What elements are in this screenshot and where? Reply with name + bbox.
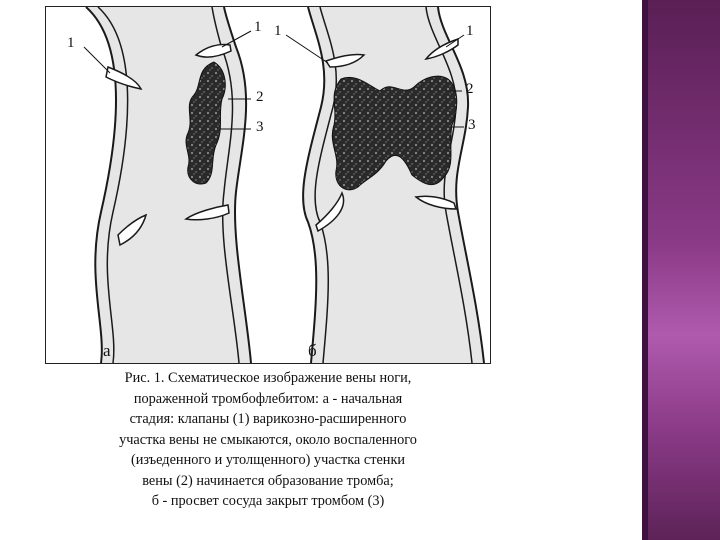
callout-a-valve-right: 1 [254,19,262,35]
vein-panel-a [84,7,251,363]
callout-b-thrombus: 3 [468,117,476,133]
panel-label-a: а [103,341,111,360]
callout-a-thrombus: 3 [256,119,264,135]
vein-figure [45,6,491,364]
vein-panel-b [286,7,484,363]
figure-caption [40,368,496,512]
caption-line: участка вены не смыкаются, около воспаленного [119,431,417,448]
vein-illustration [46,7,490,363]
caption-line: б - просвет сосуда закрыт тромбом (3) [151,493,385,509]
caption-line: вены (2) начинается образование тромба; [142,472,394,489]
callout-a-valve-left: 1 [67,35,75,51]
panel-label-b: б [308,341,317,360]
caption-line: Рис. 1. Схематическое изображение вены ноги, [124,370,412,386]
callout-b-valve-left: 1 [274,23,282,39]
caption-line: пораженной тромбофлебитом: а - начальная [133,390,403,407]
callout-b-wall: 2 [466,81,474,97]
callout-b-valve-right: 1 [466,23,474,39]
caption-line: (изъеденного и утолщенного) участка стенки [130,452,406,468]
callout-a-wall: 2 [256,89,264,105]
caption-line: стадия: клапаны (1) варикозно-расширенного [129,411,407,427]
decorative-side-panel [642,0,720,540]
